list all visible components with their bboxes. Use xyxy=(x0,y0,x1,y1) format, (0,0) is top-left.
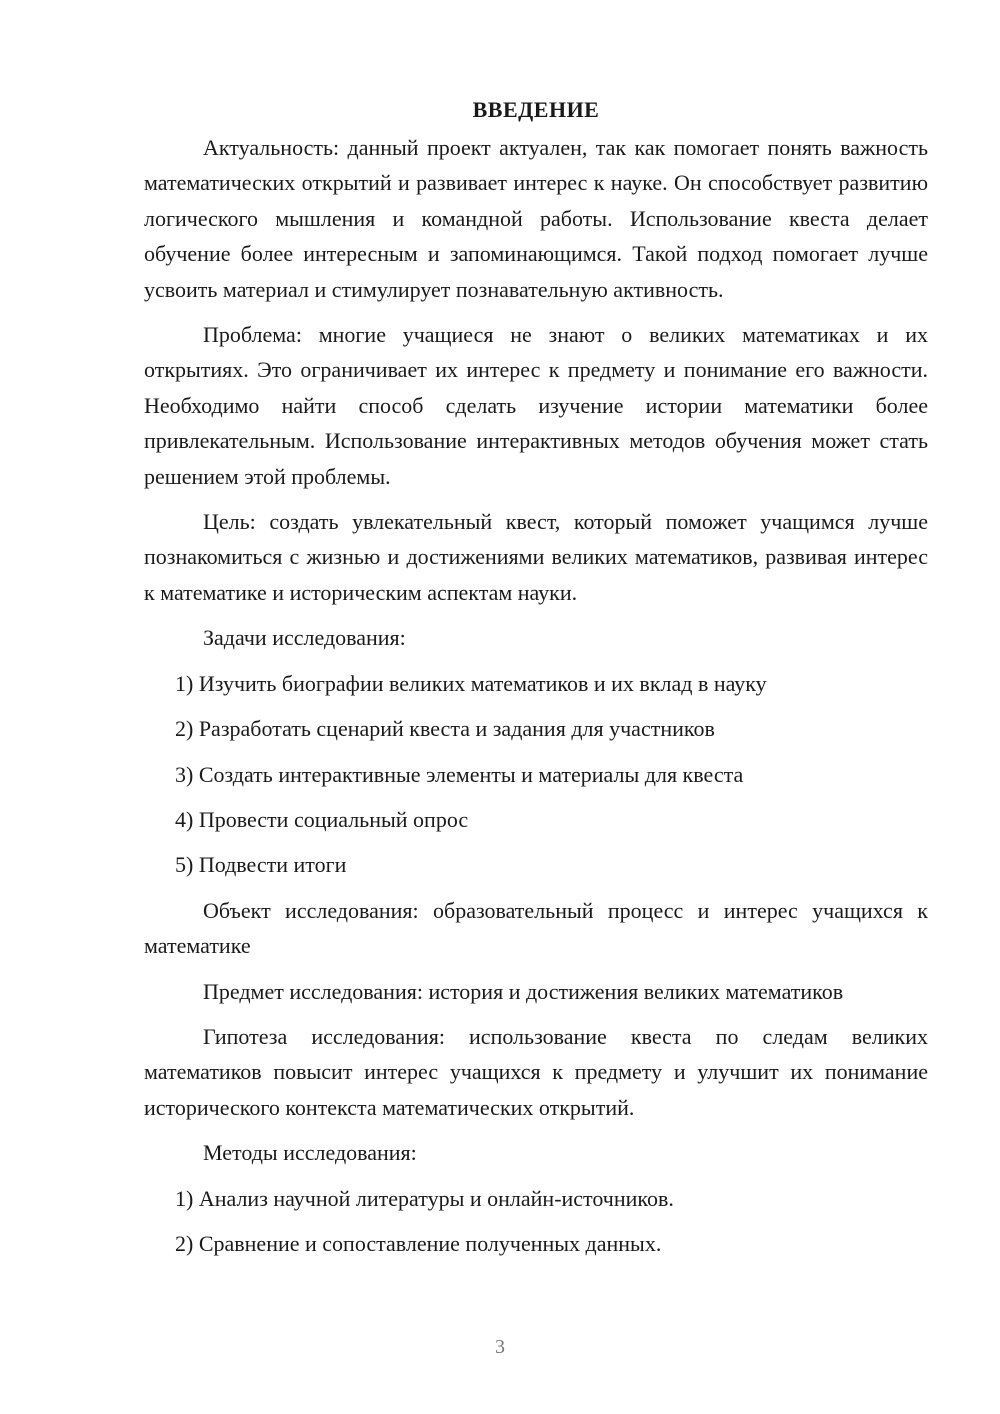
task-item: 5) Подвести итоги xyxy=(175,852,347,878)
task-item: 4) Провести социальный опрос xyxy=(175,806,469,832)
relevance-paragraph: Актуальность: данный проект актуален, так как помогает понять важность математических открытий и развивает интерес к науке. Он способствует развитию логического мышления и командной работы. Использование квеста делает обучение более интересным и запоминающимся. Такой подход помогает лучше усвоить материал и стимулирует познавательную активность. xyxy=(144,135,928,302)
page-number: 3 xyxy=(495,1336,505,1358)
task-item: 2) Разработать сценарий квеста и задания для участников xyxy=(175,716,715,742)
method-item: 2) Сравнение и сопоставление полученных данных. xyxy=(175,1230,662,1256)
task-item: 3) Создать интерактивные элементы и материалы для квеста xyxy=(175,761,744,787)
tasks-heading: Задачи исследования: xyxy=(203,625,406,651)
task-item: 1) Изучить биографии великих математиков и их вклад в науку xyxy=(175,670,767,696)
problem-paragraph: Проблема: многие учащиеся не знают о великих математиках и их открытиях. Это ограничивает их интерес к предмету и понимание его важности. Необходимо найти способ сделать изучение истории математики более привлекательным. Использование интерактивных методов обучения может стать решением этой проблемы. xyxy=(144,322,928,489)
subject-paragraph: Предмет исследования: история и достижения великих математиков xyxy=(203,978,844,1004)
hypothesis-paragraph: Гипотеза исследования: использование квеста по следам великих математиков повысит интерес учащихся к предмету и улучшит их понимание исторического контекста математических открытий. xyxy=(144,1023,928,1120)
goal-paragraph: Цель: создать увлекательный квест, который поможет учащимся лучше познакомиться с жизнью и достижениями великих математиков, развивая интерес к математике и историческим аспектам науки. xyxy=(144,509,928,605)
page-content xyxy=(144,96,928,1261)
method-item: 1) Анализ научной литературы и онлайн-источников. xyxy=(175,1185,674,1211)
methods-heading: Методы исследования: xyxy=(203,1140,417,1166)
object-paragraph: Объект исследования: образовательный процесс и интерес учащихся к математике xyxy=(144,897,928,959)
page-title: ВВЕДЕНИЕ xyxy=(472,97,600,122)
